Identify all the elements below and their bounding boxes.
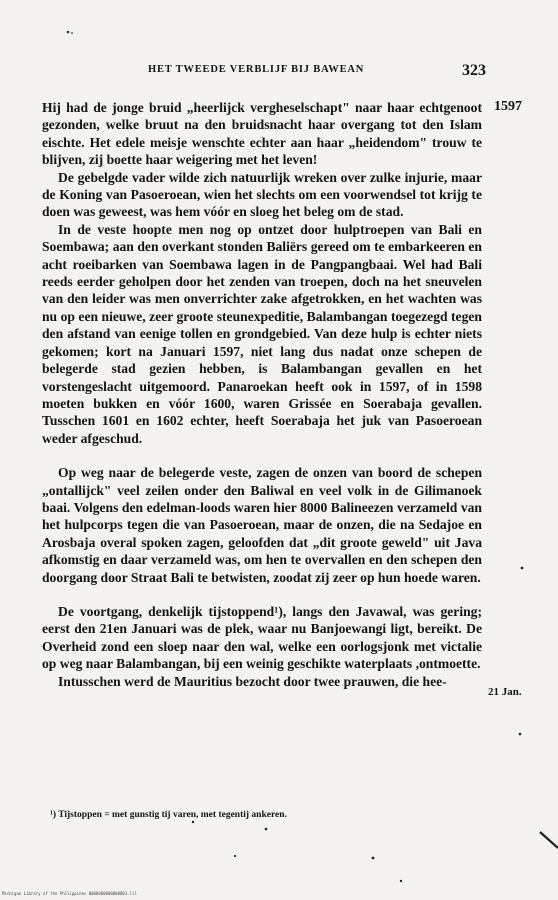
running-header: HET TWEEDE VERBLIJF BIJ BAWEAN: [148, 64, 365, 75]
paragraph: De voortgang, denkelijk tijstoppend¹), langs den Javawal, was gering; eerst den 21en Januari was de plek, waar nu Banjoewangi ligt, bereikt. De Overheid zond een sloep naar den wal, welke een oorlogsjonk met victalie op weg naar Balambangan, bij een weinig geschikte waterplaats ,ontmoette.: [42, 603, 482, 672]
paragraph: Op weg naar de belegerde veste, zagen de onzen van boord de schepen „ontallijck" veel zeilen onder den Baliwal en veel volk in de Gilimanoek baai. Volgens den edelman-loods waren hier 8000 Balineezen verzameld van het hulpcorps tegen die van Pasoeroean, maar de onzen, die na Sedajoe en Arosbaja overal spoken zagen, geloofden dat „dit groote geweld" uit Java afkomstig en daar verzameld was, om hen te overvallen en den schepen den doorgang door Straat Bali te betwisten, zoodat zij zeer op hun hoede waren.: [42, 465, 482, 585]
footnote: ¹) Tijstoppen = met gunstig tij varen, met tegentij ankeren.: [50, 810, 287, 820]
paragraph: De gebelgde vader wilde zich natuurlijk wreken over zulke injurie, maar de Koning van Pasoeroean, wien het slechts om een voorwendsel tot krijg te doen was geweest, was hem vóór en sloeg het beleg om de stad.: [42, 169, 482, 220]
margin-note-date: 21 Jan.: [488, 686, 522, 698]
scan-footer: Michigan Library of the Philippines 0000000000000001.lil: [2, 891, 137, 896]
paragraph: In de veste hoopte men nog op ontzet door hulptroepen van Bali en Soembawa; aan den overkant stonden Baliërs gereed om te embarkeeren en acht roeibarken van Soembawa lagen in de Pangpangbaai. Wel had Bali reeds eerder geholpen door het zenden van troepen, doch na het sneuvelen van den leider was men onverrichter zake afgetrokken, en het wachten was nu op een nieuwe, zeer groote steunexpeditie, Balambangan toegezegd tegen den afstand van eenige tollen en grondgebied. Van deze hulp is echter niets gekomen; kort na Januari 1597, niet lang dus nadat onze schepen de belegerde stad gezien hebben, is Balambangan gevallen en het vorstengeslacht uitgemoord. Panaroekan heeft ook in 1597, of in 1598 moeten bukken en vóór 1600, waren Grissée en Soerabaja gevallen. Tusschen 1601 en 1602 echter, heeft Soerabaja het juk van Pasoeroean weder afgeschud.: [42, 221, 482, 446]
paragraph: Intusschen werd de Mauritius bezocht door twee prauwen, die hee-: [58, 673, 447, 689]
paragraph: Hij had de jonge bruid „heerlijck vergheselschapt" naar haar echtgenoot gezonden, welke bruut na den bruidsnacht haar overgang tot den Islam eischte. Het edele meisje wenschte echter aan haar „heidendom" trouw te blijven, zij boette haar weigering met het leven!: [42, 100, 482, 168]
page-number: 323: [462, 62, 486, 79]
margin-note-year: 1597: [494, 99, 522, 114]
